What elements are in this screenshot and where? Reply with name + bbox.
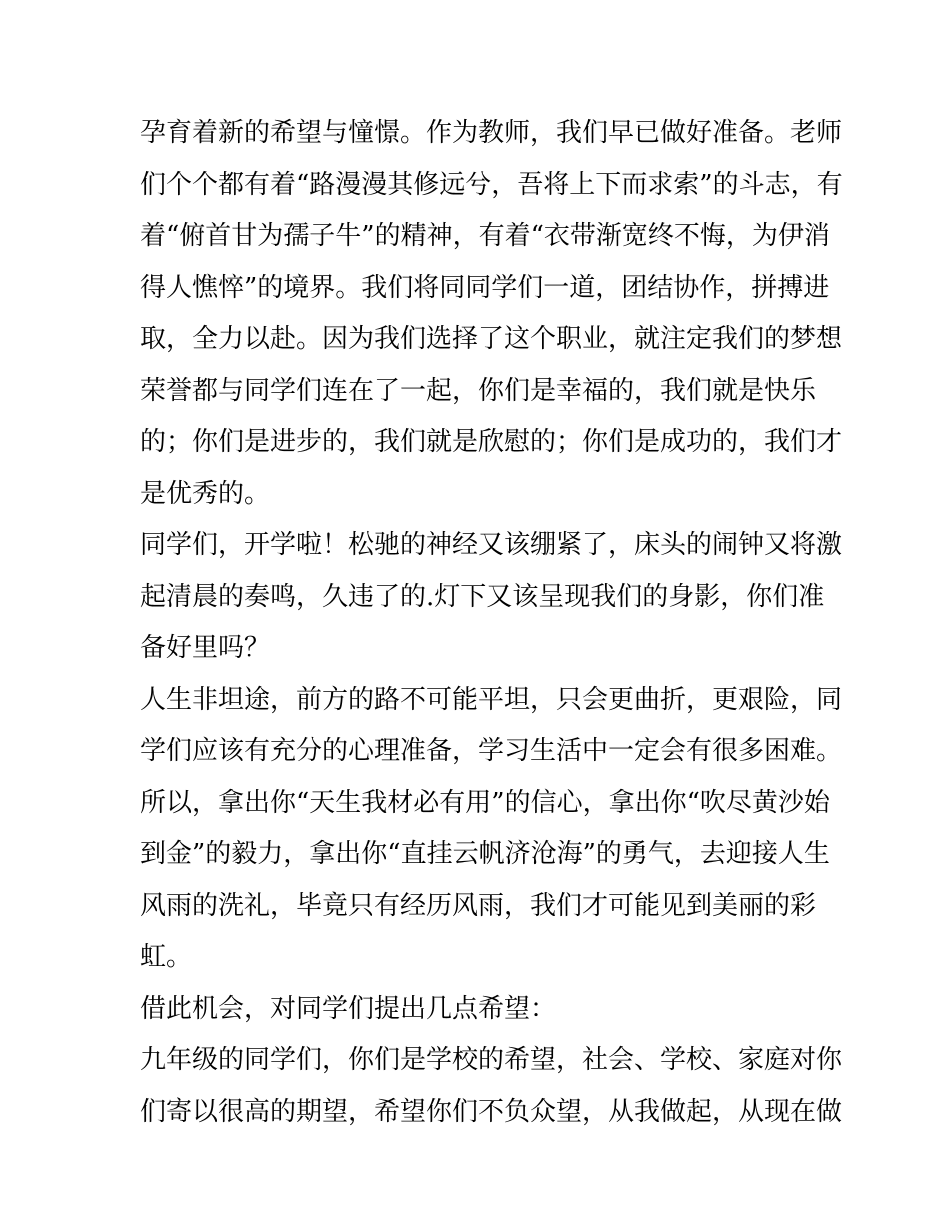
body-text	[140, 108, 843, 1138]
text-line: 借此机会，对同学们提出几点希望：	[140, 993, 557, 1024]
text-line: 着“俯首甘为孺子牛”的精神，有着“衣带渐宽终不悔，为伊消	[140, 221, 830, 251]
text-line: 所以，拿出你“天生我材必有用”的信心，拿出你“吹尽黄沙始	[140, 787, 830, 818]
text-line: 的；你们是进步的，我们就是欣慰的；你们是成功的，我们才	[140, 427, 843, 457]
text-line: 九年级的同学们，你们是学校的希望，社会、学校、家庭对你	[140, 1045, 843, 1075]
text-line: 备好里吗？	[140, 633, 271, 663]
text-line: 荣誉都与同学们连在了一起，你们是幸福的，我们就是快乐	[140, 375, 817, 406]
text-line: 得人憔悴”的境界。我们将同同学们一道，团结协作，拼搏进	[140, 272, 830, 303]
text-line: 们寄以很高的期望，希望你们不负众望，从我做起，从现在做	[140, 1096, 843, 1127]
text-line: 学们应该有充分的心理准备，学习生活中一定会有很多困难。	[140, 736, 843, 766]
text-line: 风雨的洗礼，毕竟只有经历风雨，我们才可能见到美丽的彩	[140, 890, 817, 921]
text-line: 取，全力以赴。因为我们选择了这个职业，就注定我们的梦想	[140, 324, 843, 354]
text-line: 起清晨的奏鸣，久违了的.灯下又该呈现我们的身影，你们准	[140, 581, 825, 612]
text-line: 们个个都有着“路漫漫其修远兮，吾将上下而求索”的斗志，有	[140, 169, 843, 200]
text-line: 虹。	[140, 942, 193, 972]
text-line: 到金”的毅力，拿出你“直挂云帆济沧海”的勇气，去迎接人生	[140, 839, 830, 869]
text-line: 是优秀的。	[140, 478, 271, 509]
text-line: 孕育着新的希望与憧憬。作为教师，我们早已做好准备。老师	[140, 118, 843, 148]
text-line: 人生非坦途，前方的路不可能平坦，只会更曲折，更艰险，同	[140, 684, 843, 715]
text-line: 同学们，开学啦！松驰的神经又该绷紧了，床头的闹钟又将激	[140, 530, 843, 560]
